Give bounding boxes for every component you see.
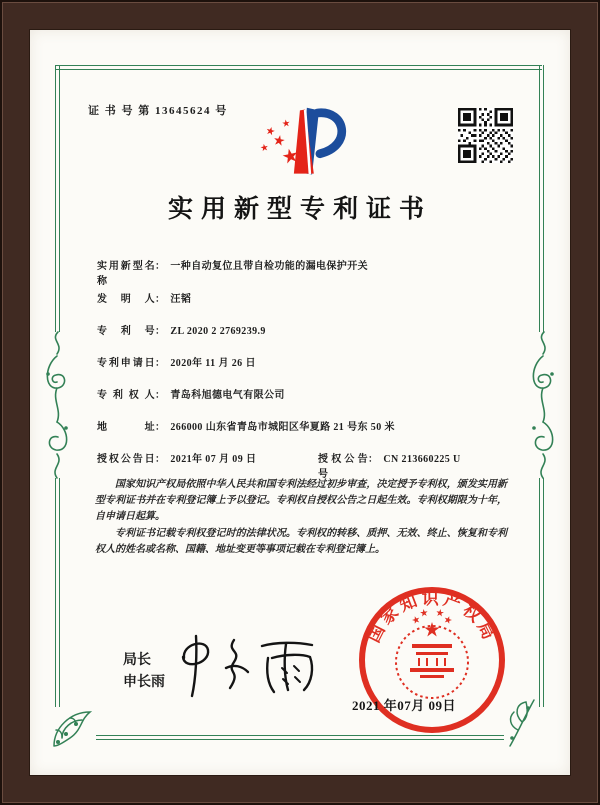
field-label: 授权公告日 (97, 454, 155, 465)
director-title: 局长 (123, 651, 151, 667)
border-line-top (55, 65, 542, 70)
field-address: 地址 ： 266000 山东省青岛市城阳区华夏路 21 号东 50 米 (97, 418, 517, 433)
field-grant-row: 授权公告日 ： 2021年 07 月 09 日 授权公告号 ： CN 213660225 U (97, 450, 517, 465)
national-emblem-seal-icon (354, 582, 510, 738)
field-label: 实用新型名称 (97, 261, 155, 287)
legal-paragraph-2: 专利证书记载专利权登记时的法律状况。专利权的转移、质押、无效、终止、恢复和专利权人的姓名或名称、国籍、地址变更等事项记载在专利登记簿上。 (95, 527, 507, 555)
seal-date: 2021 年07月 09日 (352, 698, 457, 713)
field-value-grant-date: 2021年 07 月 09 日 (170, 454, 257, 465)
border-line-left-lower (55, 478, 60, 707)
scroll-flourish-left-icon (40, 330, 74, 480)
legal-text-block (95, 477, 507, 558)
field-inventor: 发明人 ： 汪韬 (97, 290, 517, 305)
scroll-flourish-right-icon (526, 330, 560, 480)
handwritten-signature-icon (170, 630, 330, 700)
certificate-number: 证 书 号 第 13645624 号 (88, 105, 228, 117)
field-value: 汪韬 (170, 294, 192, 305)
field-label: 专利申请日 (97, 358, 155, 369)
svg-text:国家知识产权局 (364, 589, 500, 646)
legal-paragraph-1: 国家知识产权局依照中华人民共和国专利法经过初步审查，决定授予专利权，颁发实用新型专利证书并在专利登记簿上予以登记。专利权自授权公告之日起生效。专利权期限为十年，自申请日起算。 (95, 479, 507, 523)
field-value-grant-number: CN 213660225 U (383, 454, 461, 465)
field-label: 发明人 (97, 294, 155, 305)
field-grant-number: 授权公告号 ： CN 213660225 U (318, 450, 461, 480)
certificate-title: 实用新型专利证书 (167, 196, 432, 223)
cnipa-logo-icon (254, 95, 358, 183)
floral-corner-left-icon (50, 706, 94, 750)
field-filing-date: 专利申请日 ： 2020年 11 月 26 日 (97, 354, 517, 369)
field-label: 专利权人 (97, 390, 155, 401)
field-label: 授权公告号 (318, 454, 368, 480)
field-value: 一种自动复位且带自检功能的漏电保护开关 (170, 261, 369, 272)
field-patentee: 专利权人 ： 青岛科旭德电气有限公司 (97, 386, 517, 401)
field-patent-number: 专利号 ： ZL 2020 2 2769239.9 (97, 322, 517, 337)
qr-code-icon (458, 108, 513, 163)
border-line-right-lower (539, 478, 544, 707)
field-label: 地址 (97, 422, 155, 433)
field-value: 266000 山东省青岛市城阳区华夏路 21 号东 50 米 (170, 422, 395, 433)
field-value: ZL 2020 2 2769239.9 (170, 326, 266, 337)
field-value: 2020年 11 月 26 日 (170, 358, 256, 369)
field-utility-model-name: 实用新型名称 ： 一种自动复位且带自检功能的漏电保护开关 (97, 257, 517, 287)
field-label: 专利号 (97, 326, 155, 337)
seal-text: 国家知识产权局 (364, 588, 500, 646)
field-value: 青岛科旭德电气有限公司 (170, 390, 285, 401)
director-name: 申长雨 (123, 673, 165, 689)
